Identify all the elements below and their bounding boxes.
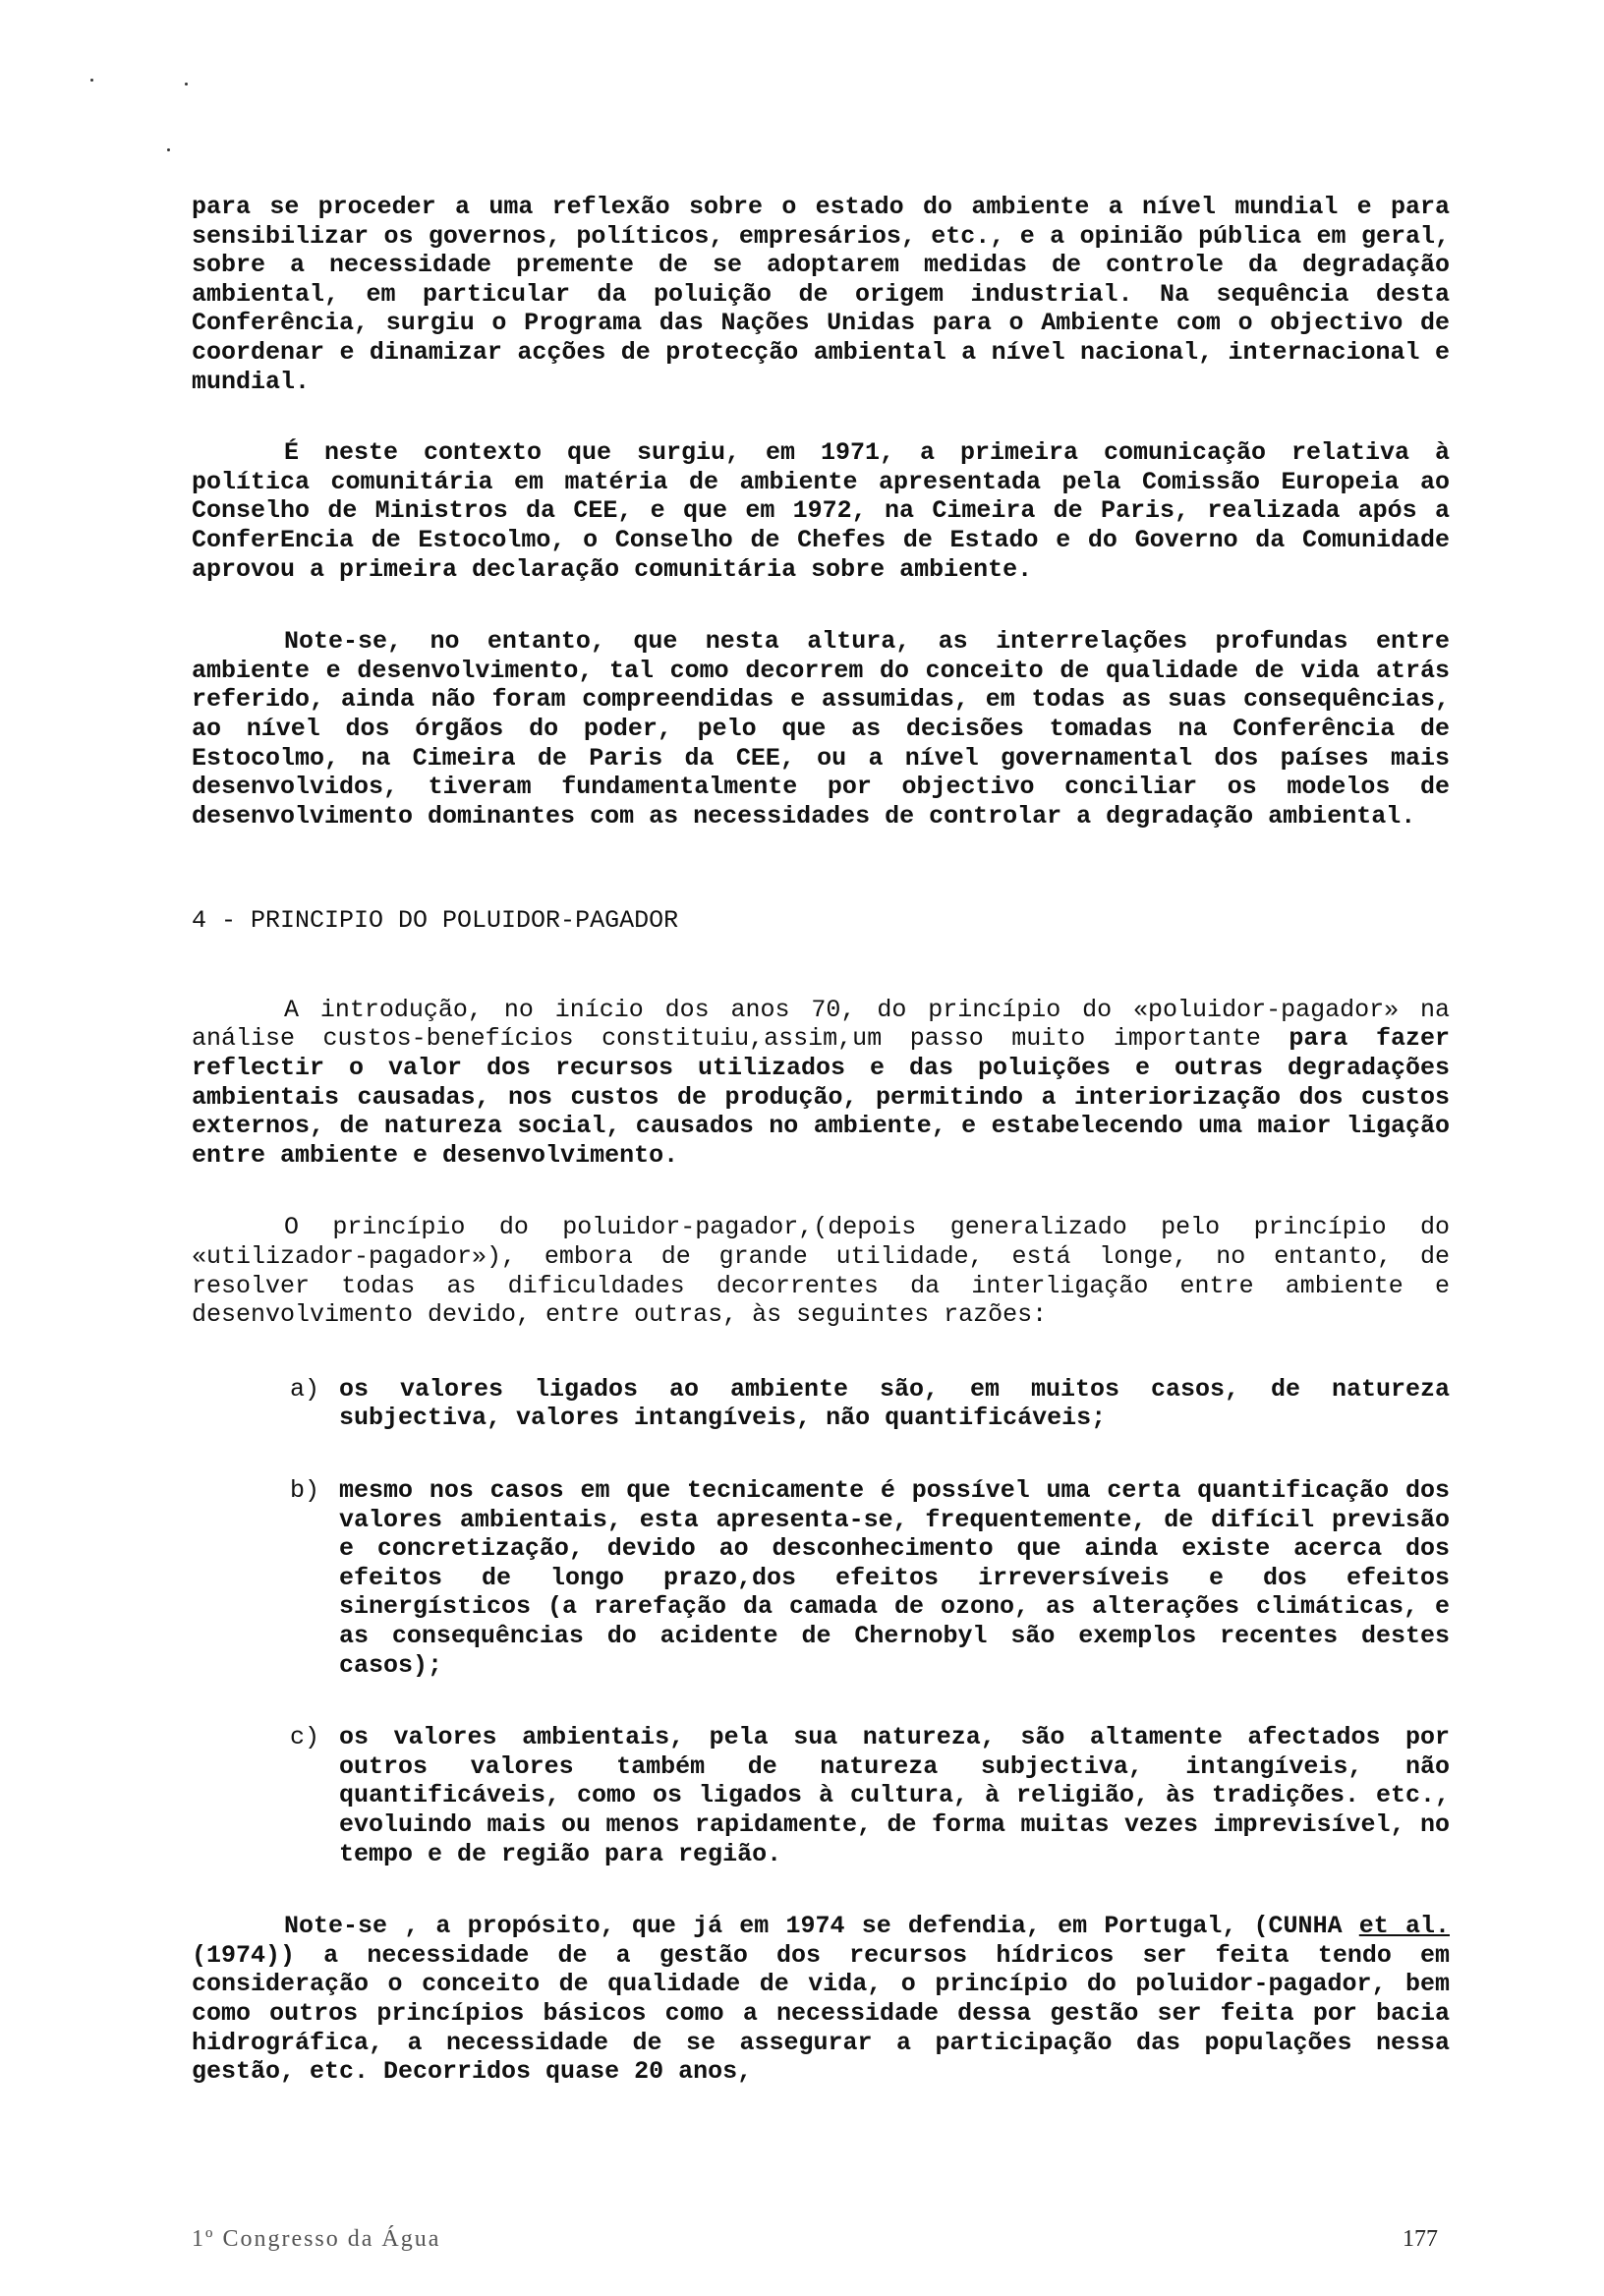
- scan-speck: [90, 79, 93, 82]
- page-footer: [192, 2226, 1438, 2253]
- footer-conference-title: 1º Congresso da Água: [192, 2226, 441, 2252]
- page-number: 177: [1403, 2226, 1438, 2252]
- paragraph-2: É neste contexto que surgiu, em 1971, a primeira comunicação relativa à política comunitária em matéria de ambiente apresentada pela Comissão Europeia ao Conselho de Ministros da CEE, e que em 1972, na Cimeira de Paris, realizada após a ConferEncia de Estocolmo, o Conselho de Chefes de Estado e do Governo da Comunidade aprovou a primeira declaração comunitária sobre ambiente.: [192, 438, 1450, 584]
- list-marker: b): [290, 1476, 320, 1505]
- list-item-text: os valores ambientais, pela sua natureza, são altamente afectados por outros valores também de natureza subjectiva, intangíveis, não quantificáveis, como os ligados à cultura, à religião, às tradições. etc., evoluindo mais ou menos rapidamente, de forma muitas vezes imprevisível, no tempo e de região para região.: [339, 1723, 1450, 1868]
- list-marker: c): [290, 1723, 320, 1752]
- paragraph-6: [192, 1912, 1450, 2087]
- section-heading: 4 - PRINCIPIO DO POLUIDOR-PAGADOR: [192, 906, 679, 936]
- paragraph-4-bold: para fazer reflectir o valor dos recursos utilizados e das poluições e outras degradações ambientais causadas, nos custos de produção, permitindo a interiorização dos custos externos, de natureza social, causados no ambiente, e estabelecendo uma maior ligação entre ambiente e desenvolvimento.: [192, 1024, 1450, 1170]
- document-page: [192, 193, 1450, 2087]
- list-marker: a): [290, 1374, 320, 1404]
- paragraph-6-lead: Note-se , a propósito, que já em 1974 se defendia, em Portugal, (CUNHA: [284, 1912, 1343, 1941]
- paragraph-3: Note-se, no entanto, que nesta altura, as interrelações profundas entre ambiente e desenvolvimento, tal como decorrem do conceito de qualidade de vida atrás referido, ainda não foram compreendidas e assumidas, em todas as suas consequências, ao nível dos órgãos do poder, pelo que as decisões tomadas na Conferência de Estocolmo, na Cimeira de Paris da CEE, ou a nível governamental dos países mais desenvolvidos, tiveram fundamentalmente por objectivo conciliar os modelos de desenvolvimento dominantes com as necessidades de controlar a degradação ambiental.: [192, 627, 1450, 831]
- citation-et-al: et al.: [1358, 1912, 1450, 1941]
- scan-speck: [167, 148, 170, 151]
- list-item: [192, 1476, 1450, 1680]
- paragraph-5: O princípio do poluidor-pagador,(depois generalizado pelo princípio do «utilizador-pagador»), embora de grande utilidade, está longe, no entanto, de resolver todas as dificuldades decorrentes da interligação entre ambiente e desenvolvimento devido, entre outras, às seguintes razões:: [192, 1213, 1450, 1330]
- paragraph-4-normal: A introdução, no início dos anos 70, do princípio do «poluidor-pagador» na análise custos-benefícios constituiu,assim,um passo muito importante: [192, 995, 1450, 1054]
- paragraph-1: para se proceder a uma reflexão sobre o estado do ambiente a nível mundial e para sensibilizar os governos, políticos, empresários, etc., e a opinião pública em geral, sobre a necessidade premente de se adoptarem medidas de controle da degradação ambiental, em particular da poluição de origem industrial. Na sequência desta Conferência, surgiu o Programa das Nações Unidas para o Ambiente com o objectivo de coordenar e dinamizar acções de protecção ambiental a nível nacional, internacional e mundial.: [192, 193, 1450, 396]
- scan-speck: [185, 83, 188, 86]
- list-item: [192, 1375, 1450, 1433]
- paragraph-6-rest: (1974)) a necessidade de a gestão dos recursos hídricos ser feita tendo em consideração o conceito de qualidade de vida, o princípio do poluidor-pagador, bem como outros princípios básicos como a necessidade dessa gestão ser feita por bacia hidrográfica, a necessidade de se assegurar a participação das populações nessa gestão, etc. Decorridos quase 20 anos,: [192, 1940, 1450, 2087]
- list-item-text: mesmo nos casos em que tecnicamente é possível uma certa quantificação dos valores ambientais, esta apresenta-se, frequentemente, de difícil previsão e concretização, devido ao desconhecimento que ainda existe acerca dos efeitos de longo prazo,dos efeitos irreversíveis e dos efeitos sinergísticos (a rarefação da camada de ozono, as alterações climáticas, e as consequências do acidente de Chernobyl são exemplos recentes destes casos);: [339, 1476, 1450, 1680]
- paragraph-4: [192, 996, 1450, 1171]
- reasons-list: [192, 1375, 1450, 1868]
- list-item-text: os valores ligados ao ambiente são, em muitos casos, de natureza subjectiva, valores intangíveis, não quantificáveis;: [339, 1374, 1450, 1433]
- list-item: [192, 1723, 1450, 1868]
